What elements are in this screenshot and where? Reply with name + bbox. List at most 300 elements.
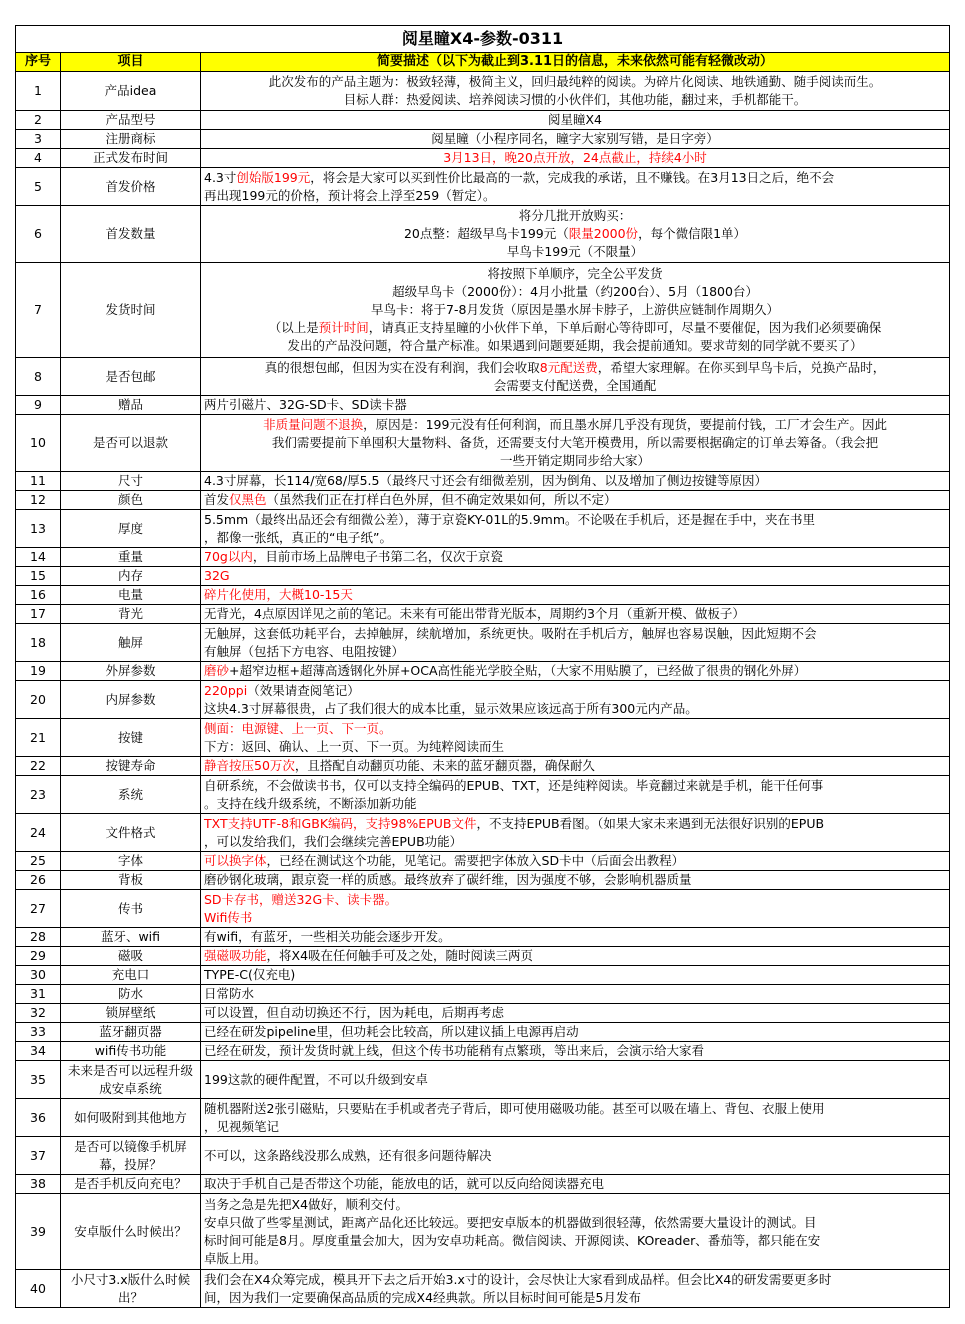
description-line	[204, 1232, 946, 1250]
row-number: 8	[16, 358, 61, 396]
row-number: 1	[16, 72, 61, 111]
row-description	[201, 206, 950, 263]
table-row	[16, 567, 950, 586]
highlight-text: Wifi传书	[204, 909, 253, 925]
row-item: 磁吸	[61, 947, 201, 966]
description-text: 20点整：超级早鸟卡199元（	[403, 226, 569, 241]
highlight-text: 可以换字体	[204, 853, 267, 868]
description-text: ，见视频笔记	[204, 1118, 280, 1134]
description-line	[204, 871, 946, 889]
row-description	[201, 1175, 950, 1194]
row-item: 正式发布时间	[61, 149, 201, 168]
table-row	[16, 510, 950, 548]
row-description	[201, 605, 950, 624]
description-text: 已经在研发pipeline里，但功耗会比较高，所以建议插上电源再启动	[204, 1024, 579, 1039]
spec-table-body	[16, 26, 950, 1308]
row-description	[201, 586, 950, 605]
row-item: 是否手机反向充电？	[61, 1175, 201, 1194]
row-item: 触屏	[61, 624, 201, 662]
description-text: 目标人群：热爱阅读、培养阅读习惯的小伙伴们，其他功能，翻过来，手机都能干。	[343, 92, 807, 107]
description-text: 超级早鸟卡（2000份）：4月小批量（约200台）、5月（1800台）	[392, 284, 758, 299]
description-line	[204, 337, 946, 355]
description-line	[204, 130, 946, 148]
row-description	[201, 1004, 950, 1023]
highlight-text: 8元配送费	[539, 359, 598, 375]
row-number: 3	[16, 130, 61, 149]
description-line	[204, 548, 946, 566]
row-description	[201, 681, 950, 719]
description-line	[204, 1250, 946, 1268]
description-line	[204, 225, 946, 243]
row-description	[201, 1099, 950, 1137]
description-line	[204, 511, 946, 529]
description-line	[204, 909, 946, 927]
description-line	[204, 111, 946, 129]
row-item: 系统	[61, 776, 201, 814]
description-text: ，可以发给我们，我们会继续完善EPUB功能）	[204, 833, 463, 849]
row-number: 21	[16, 719, 61, 757]
description-line	[204, 243, 946, 261]
description-line	[204, 169, 946, 187]
table-row	[16, 605, 950, 624]
row-description	[201, 263, 950, 358]
description-line	[204, 605, 946, 623]
description-text: ，请真正支持星瞳的小伙伴下单，下单后耐心等待即可，尽量不要催促，因为我们必须要确保	[368, 320, 882, 335]
sheet-title: 阅星瞳X4-参数-0311	[16, 26, 950, 53]
row-description	[201, 928, 950, 947]
row-item: 小尺寸3.x版什么时候出？	[61, 1270, 201, 1308]
description-text: 真的很想包邮，但因为实在没有利润，我们会收取	[264, 359, 540, 375]
description-text: 下方：返回、确认、上一页、下一页。为纯粹阅读而生	[204, 738, 505, 754]
description-line	[204, 1271, 946, 1289]
table-row	[16, 168, 950, 206]
description-text: 发出的产品没问题，符合量产标准。如果遇到问题要延期，我会提前通知。要求苛刻的同学就不要买了）	[287, 338, 863, 353]
description-text: （虽然我们正在打样白色外屏，但不确定效果如何，所以不定）	[266, 492, 617, 507]
row-description	[201, 1270, 950, 1308]
row-description	[201, 567, 950, 586]
description-text: ，每个微信限1单）	[638, 226, 747, 241]
row-item: 首发数量	[61, 206, 201, 263]
description-line	[204, 700, 946, 718]
table-row	[16, 1061, 950, 1099]
description-line	[204, 207, 946, 225]
description-line	[204, 301, 946, 319]
row-number: 27	[16, 890, 61, 928]
description-line	[204, 187, 946, 205]
highlight-text: 磨砂	[204, 663, 230, 678]
row-number: 22	[16, 757, 61, 776]
description-text: 不可以，这条路线没那么成熟，还有很多问题待解决	[204, 1147, 492, 1163]
row-description	[201, 510, 950, 548]
row-number: 28	[16, 928, 61, 947]
row-item: 字体	[61, 852, 201, 871]
row-number: 17	[16, 605, 61, 624]
row-description	[201, 149, 950, 168]
table-row	[16, 1099, 950, 1137]
highlight-text: 创始版199元	[236, 169, 311, 185]
header-desc: 简要描述（以下为截止到3.11日的信息，未来依然可能有轻微改动）	[201, 53, 950, 72]
row-description	[201, 130, 950, 149]
highlight-text: 限量2000份	[568, 226, 639, 241]
description-line	[204, 720, 946, 738]
row-number: 15	[16, 567, 61, 586]
row-description	[201, 662, 950, 681]
row-item: 按键	[61, 719, 201, 757]
description-line	[204, 359, 946, 377]
description-text: 当务之急是先把X4做好，顺利交付。	[204, 1196, 409, 1212]
table-row	[16, 111, 950, 130]
description-text: 再出现199元的价格，预计将会上浮至259（暂定）。	[204, 187, 496, 203]
table-row	[16, 852, 950, 871]
highlight-text: 32G	[204, 568, 230, 583]
row-number: 12	[16, 491, 61, 510]
table-row	[16, 1270, 950, 1308]
description-text: 首发	[204, 492, 230, 507]
description-text: 磨砂钢化玻璃，跟京瓷一样的质感。最终放弃了碳纤维，因为强度不够，会影响机器质量	[204, 872, 692, 887]
description-line	[204, 1042, 946, 1060]
header-no: 序号	[16, 53, 61, 72]
row-number: 20	[16, 681, 61, 719]
description-line	[204, 1071, 946, 1089]
row-description	[201, 890, 950, 928]
row-number: 31	[16, 985, 61, 1004]
table-row	[16, 263, 950, 358]
description-text: 可以设置，但自动切换还不行，因为耗电，后期再考虑	[204, 1005, 505, 1020]
description-text: 会需要支付配送费，全国通配	[493, 377, 657, 393]
table-row	[16, 149, 950, 168]
table-row	[16, 985, 950, 1004]
table-row	[16, 415, 950, 472]
description-line	[204, 283, 946, 301]
row-number: 11	[16, 472, 61, 491]
row-item: 锁屏壁纸	[61, 1004, 201, 1023]
table-row	[16, 491, 950, 510]
description-line	[204, 416, 946, 434]
table-row	[16, 814, 950, 852]
description-text: 我们需要提前下单囤积大量物料、备货，还需要支付大笔开模费用，所以需要根据确定的订单去筹备。（我会把	[271, 435, 879, 450]
description-line	[204, 1175, 946, 1193]
description-text: ，原因是：199元没有任何利润，而且墨水屏几乎没有现货，要提前付钱，工厂才会生产。因此	[363, 417, 887, 432]
description-text: ，且搭配自动翻页功能、未来的蓝牙翻页器，确保耐久	[294, 758, 595, 773]
description-text: 标时间可能是8月。厚度重量会加大，因为安卓功耗高。微信阅读、开源阅读、KOreader、番茄等，都只能在安	[204, 1232, 821, 1248]
description-line	[204, 472, 946, 490]
row-description	[201, 1137, 950, 1175]
highlight-text: 碎片化使用，大概10-15天	[204, 587, 353, 602]
row-description	[201, 168, 950, 206]
highlight-text: 非质量问题不退换	[263, 417, 364, 432]
row-description	[201, 1194, 950, 1270]
header-row	[16, 53, 950, 72]
row-number: 7	[16, 263, 61, 358]
row-item: 是否可以镜像手机屏幕，投屏？	[61, 1137, 201, 1175]
row-number: 18	[16, 624, 61, 662]
table-row	[16, 1175, 950, 1194]
row-description	[201, 852, 950, 871]
row-number: 33	[16, 1023, 61, 1042]
row-description	[201, 719, 950, 757]
description-line	[204, 662, 946, 680]
description-line	[204, 265, 946, 283]
description-line	[204, 947, 946, 965]
row-item: 安卓版什么时候出？	[61, 1194, 201, 1270]
row-item: 背板	[61, 871, 201, 890]
description-text: 随机器附送2张引磁贴，只要贴在手机或者壳子背后，即可使用磁吸功能。甚至可以吸在墙上、背包、衣服上使用	[204, 1100, 825, 1116]
row-number: 23	[16, 776, 61, 814]
row-description	[201, 985, 950, 1004]
row-number: 29	[16, 947, 61, 966]
table-row	[16, 396, 950, 415]
table-row	[16, 928, 950, 947]
row-number: 37	[16, 1137, 61, 1175]
description-text: ，已经在测试这个功能，见笔记。需要把字体放入SD卡中（后面会出教程）	[266, 853, 685, 868]
description-text: 取决于手机自己是否带这个功能，能放电的话，就可以反向给阅读器充电	[204, 1176, 605, 1191]
row-description	[201, 814, 950, 852]
row-item: 首发价格	[61, 168, 201, 206]
description-text: 早鸟卡：将于7-8月发货（原因是墨水屏卡脖子，上游供应链制作周期久）	[371, 302, 779, 317]
row-number: 25	[16, 852, 61, 871]
highlight-text: TXT支持UTF-8和GBK编码，支持98%EPUB文件	[204, 815, 477, 831]
row-item: 未来是否可以远程升级成安卓系统	[61, 1061, 201, 1099]
row-item: 蓝牙、wifi	[61, 928, 201, 947]
row-number: 30	[16, 966, 61, 985]
table-row	[16, 72, 950, 111]
description-line	[204, 73, 946, 91]
highlight-text: 静音按压50万次	[204, 758, 295, 773]
description-text: ，将X4吸在任何触手可及之处，随时阅读三两页	[266, 948, 534, 963]
description-line	[204, 1100, 946, 1118]
description-text: ，都像一张纸，真正的“电子纸”。	[204, 529, 392, 545]
row-item: 文件格式	[61, 814, 201, 852]
description-text: 我们会在X4众筹完成，模具开下去之后开始3.x寸的设计，会尽快让大家看到成品样。但会比X4的研发需要更多时	[204, 1271, 832, 1287]
row-description	[201, 415, 950, 472]
row-item: 内存	[61, 567, 201, 586]
row-description	[201, 491, 950, 510]
description-text: 199这款的硬件配置，不可以升级到安卓	[204, 1071, 428, 1087]
description-text: ，目前市场上品牌电子书第二名，仅次于京瓷	[252, 549, 503, 564]
row-item: 产品idea	[61, 72, 201, 111]
description-text: 4.3寸屏幕，长114/宽68/厚5.5（最终尺寸还会有细微差别，因为倒角、以及增加了侧边按键等原因）	[204, 473, 767, 488]
row-number: 39	[16, 1194, 61, 1270]
row-description	[201, 1042, 950, 1061]
description-line	[204, 491, 946, 509]
row-description	[201, 472, 950, 491]
row-item: 外屏参数	[61, 662, 201, 681]
row-number: 13	[16, 510, 61, 548]
description-text: 此次发布的产品主题为：极致轻薄，极简主义，回归最纯粹的阅读。为碎片化阅读、地铁通勤、随手阅读而生。	[268, 74, 882, 89]
description-line	[204, 1004, 946, 1022]
row-item: 赠品	[61, 396, 201, 415]
table-row	[16, 776, 950, 814]
row-item: 是否包邮	[61, 358, 201, 396]
highlight-text: 侧面：电源键、上一页、下一页。	[204, 720, 392, 736]
table-row	[16, 1004, 950, 1023]
row-number: 35	[16, 1061, 61, 1099]
description-text: 无背光，4点原因详见之前的笔记。未来有可能出带背光版本，周期约3个月（重新开模、做板子）	[204, 606, 745, 621]
description-line	[204, 852, 946, 870]
row-number: 4	[16, 149, 61, 168]
description-text: 5.5mm（最终出品还会有细微公差），薄于京瓷KY-01L的5.9mm。不论吸在手机后，还是握在手中，夹在书里	[204, 511, 816, 527]
table-row	[16, 130, 950, 149]
table-row	[16, 624, 950, 662]
row-description	[201, 624, 950, 662]
description-line	[204, 91, 946, 109]
row-number: 38	[16, 1175, 61, 1194]
description-text: 将按照下单顺序，完全公平发货	[487, 266, 663, 281]
description-line	[204, 795, 946, 813]
description-line	[204, 452, 946, 470]
row-item: 注册商标	[61, 130, 201, 149]
row-number: 32	[16, 1004, 61, 1023]
description-line	[204, 319, 946, 337]
row-item: 如何吸附到其他地方	[61, 1099, 201, 1137]
row-description	[201, 548, 950, 567]
row-item: 重量	[61, 548, 201, 567]
description-line	[204, 1023, 946, 1041]
table-row	[16, 757, 950, 776]
table-row	[16, 871, 950, 890]
row-description	[201, 72, 950, 111]
description-text: ，希望大家理解。在你买到早鸟卡后，兑换产品时，	[597, 359, 886, 375]
highlight-text: 仅黑色	[229, 492, 267, 507]
description-text: 早鸟卡199元（不限量）	[506, 244, 644, 259]
description-line	[204, 1289, 946, 1307]
row-number: 2	[16, 111, 61, 130]
row-number: 6	[16, 206, 61, 263]
description-text: +超窄边框+超薄高透钢化外屏+OCA高性能光学胶全贴，（大家不用贴膜了，已经做了很贵的钢化外屏）	[229, 663, 807, 678]
description-text: 卓版上用。	[204, 1250, 267, 1266]
description-text: 一些开销定期同步给大家）	[500, 453, 651, 468]
description-line	[204, 985, 946, 1003]
description-line	[204, 377, 946, 395]
row-item: 蓝牙翻页器	[61, 1023, 201, 1042]
highlight-text: 70g以内	[204, 549, 253, 564]
description-line	[204, 1147, 946, 1165]
description-line	[204, 833, 946, 851]
description-text: 将分几批开放购买：	[518, 208, 632, 223]
row-number: 36	[16, 1099, 61, 1137]
table-row	[16, 472, 950, 491]
description-line	[204, 1196, 946, 1214]
description-line	[204, 643, 946, 661]
description-line	[204, 1118, 946, 1136]
table-row	[16, 966, 950, 985]
row-item: 颜色	[61, 491, 201, 510]
description-text: 无触屏，这套低功耗平台，去掉触屏，续航增加，系统更快。吸附在手机后方，触屏也容易误触，因此短期不会	[204, 625, 817, 641]
row-number: 19	[16, 662, 61, 681]
table-row	[16, 719, 950, 757]
description-line	[204, 434, 946, 452]
row-description	[201, 776, 950, 814]
table-row	[16, 206, 950, 263]
highlight-text: SD卡存书，赠送32G卡、读卡器。	[204, 891, 398, 907]
description-line	[204, 149, 946, 167]
row-number: 5	[16, 168, 61, 206]
table-row	[16, 1023, 950, 1042]
table-row	[16, 662, 950, 681]
description-line	[204, 567, 946, 585]
description-text: 阅星瞳（小程序同名，瞳字大家别写错，是日字旁）	[431, 131, 719, 146]
table-row	[16, 548, 950, 567]
table-row	[16, 358, 950, 396]
row-description	[201, 757, 950, 776]
highlight-text: 预计时间	[318, 320, 369, 335]
row-item: 充电口	[61, 966, 201, 985]
description-text: 已经在研发，预计发货时就上线，但这个传书功能稍有点繁琐，等出来后，会演示给大家看	[204, 1043, 705, 1058]
description-text: 两片引磁片、32G-SD卡、SD读卡器	[204, 397, 407, 412]
row-description	[201, 966, 950, 985]
row-number: 16	[16, 586, 61, 605]
table-row	[16, 947, 950, 966]
row-description	[201, 871, 950, 890]
description-line	[204, 928, 946, 946]
row-number: 26	[16, 871, 61, 890]
row-item: 背光	[61, 605, 201, 624]
row-item: 厚度	[61, 510, 201, 548]
row-description	[201, 1061, 950, 1099]
highlight-text: 3月13日，晚20点开放，24点截止，持续4小时	[443, 150, 707, 165]
row-number: 14	[16, 548, 61, 567]
row-number: 40	[16, 1270, 61, 1308]
row-number: 9	[16, 396, 61, 415]
description-line	[204, 529, 946, 547]
table-row	[16, 681, 950, 719]
description-line	[204, 815, 946, 833]
header-item: 项目	[61, 53, 201, 72]
row-number: 10	[16, 415, 61, 472]
row-number: 34	[16, 1042, 61, 1061]
description-text: 安卓只做了些零星测试，距离产品化还比较远。要把安卓版本的机器做到很轻薄，依然需要大量设计的测试。目	[204, 1214, 817, 1230]
row-number: 24	[16, 814, 61, 852]
spec-sheet	[15, 25, 949, 1308]
table-row	[16, 1042, 950, 1061]
description-line	[204, 682, 946, 700]
description-line	[204, 966, 946, 984]
description-text: 间，因为我们一定要确保高品质的完成X4经典款。所以目标时间可能是5月发布	[204, 1289, 641, 1305]
row-description	[201, 358, 950, 396]
highlight-text: 220ppi	[204, 682, 248, 698]
description-line	[204, 625, 946, 643]
description-text: ，将会是大家可以买到性价比最高的一款，完成我的承诺，且不赚钱。在3月13日之后，绝不会	[310, 169, 835, 185]
row-item: 产品型号	[61, 111, 201, 130]
description-line	[204, 586, 946, 604]
row-item: 电量	[61, 586, 201, 605]
description-line	[204, 757, 946, 775]
description-text: 自研系统，不会做读书书，仅可以支持全编码的EPUB、TXT，还是纯粹阅读。毕竟翻过来就是手机，能干任何事	[204, 777, 824, 793]
spec-table	[15, 25, 950, 1308]
row-description	[201, 947, 950, 966]
description-text: 有wifi，有蓝牙，一些相关功能会逐步开发。	[204, 929, 451, 944]
highlight-text: 强磁吸功能	[204, 948, 267, 963]
description-text: 有触屏（包括下方电容、电阻按键）	[204, 643, 405, 659]
description-line	[204, 738, 946, 756]
table-row	[16, 1137, 950, 1175]
description-line	[204, 777, 946, 795]
row-item: 传书	[61, 890, 201, 928]
table-row	[16, 890, 950, 928]
row-description	[201, 111, 950, 130]
table-row	[16, 586, 950, 605]
description-text: 4.3寸	[204, 169, 237, 185]
description-text: 阅星瞳X4	[547, 112, 603, 127]
row-description	[201, 1023, 950, 1042]
description-text: 这块4.3寸屏幕很贵，占了我们很大的成本比重，显示效果应该远高于所有300元内产品。	[204, 700, 698, 716]
row-item: wifi传书功能	[61, 1042, 201, 1061]
row-item: 内屏参数	[61, 681, 201, 719]
description-line	[204, 1214, 946, 1232]
description-text: TYPE-C(仅充电)	[204, 967, 296, 982]
description-text: 日常防水	[204, 986, 255, 1001]
table-row	[16, 1194, 950, 1270]
